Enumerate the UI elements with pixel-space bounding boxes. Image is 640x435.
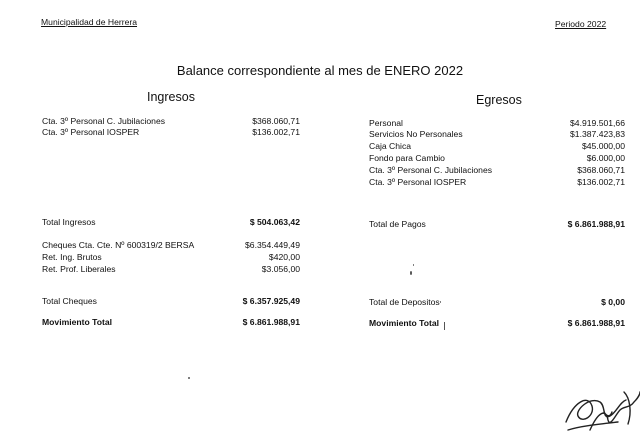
total-pagos-amount: $ 6.861.988,91	[567, 219, 625, 229]
ingresos-item-amount: $368.060,71	[252, 116, 300, 126]
total-cheques-label: Total Cheques	[42, 296, 97, 306]
egresos-item-amount: $6.000,00	[586, 153, 625, 163]
total-depositos-label: Total de Depositos	[369, 297, 440, 307]
movimiento-total-egresos-amount: $ 6.861.988,91	[567, 318, 625, 328]
scan-speck	[410, 271, 412, 275]
municipality-name: Municipalidad de Herrera	[41, 17, 138, 27]
scan-speck	[440, 301, 441, 303]
cheque-item-amount: $6.354.449,49	[245, 240, 300, 250]
egresos-item-amount: $368.060,71	[577, 165, 625, 175]
scan-speck	[413, 264, 414, 266]
total-ingresos-label: Total Ingresos	[42, 217, 96, 227]
scan-speck	[444, 322, 445, 330]
cheque-item-label: Ret. Prof. Liberales	[42, 264, 116, 274]
cheque-item-label: Ret. Ing. Brutos	[42, 252, 102, 262]
egresos-item-label: Personal	[369, 118, 403, 128]
movimiento-total-egresos-label: Movimiento Total	[369, 318, 440, 328]
total-cheques-amount: $ 6.357.925,49	[242, 296, 300, 306]
total-depositos-amount: $ 0,00	[601, 297, 625, 307]
ingresos-item-label: Cta. 3º Personal C. Jubilaciones	[42, 116, 166, 126]
total-pagos-label: Total de Pagos	[369, 219, 426, 229]
egresos-item-label: Cta. 3º Personal IOSPER	[369, 177, 467, 187]
egresos-item-label: Servicios No Personales	[369, 129, 463, 139]
movimiento-total-ingresos-amount: $ 6.861.988,91	[242, 317, 300, 327]
ingresos-item-amount: $136.002,71	[252, 127, 300, 137]
period-label: Periodo 2022	[555, 19, 607, 29]
egresos-item-label: Fondo para Cambio	[369, 153, 445, 163]
egresos-item-label: Caja Chica	[369, 141, 412, 151]
egresos-item-amount: $45.000,00	[581, 141, 625, 151]
total-ingresos-amount: $ 504.063,42	[249, 217, 300, 227]
scan-speck	[188, 377, 190, 379]
cheque-item-label: Cheques Cta. Cte. Nº 600319/2 BERSA	[42, 240, 195, 250]
handwritten-signature-icon	[560, 372, 640, 435]
document-title: Balance correspondiente al mes de ENERO 2022	[176, 63, 464, 78]
egresos-item-label: Cta. 3º Personal C. Jubilaciones	[369, 165, 493, 175]
ingresos-heading: Ingresos	[147, 90, 195, 104]
cheque-item-amount: $3.056,00	[261, 264, 300, 274]
movimiento-total-ingresos-label: Movimiento Total	[42, 317, 113, 327]
cheque-item-amount: $420,00	[268, 252, 300, 262]
egresos-heading: Egresos	[476, 93, 522, 107]
ingresos-item-label: Cta. 3º Personal IOSPER	[42, 127, 140, 137]
egresos-item-amount: $1.387.423,83	[570, 129, 625, 139]
egresos-item-amount: $136.002,71	[577, 177, 625, 187]
egresos-item-amount: $4.919.501,66	[570, 118, 625, 128]
